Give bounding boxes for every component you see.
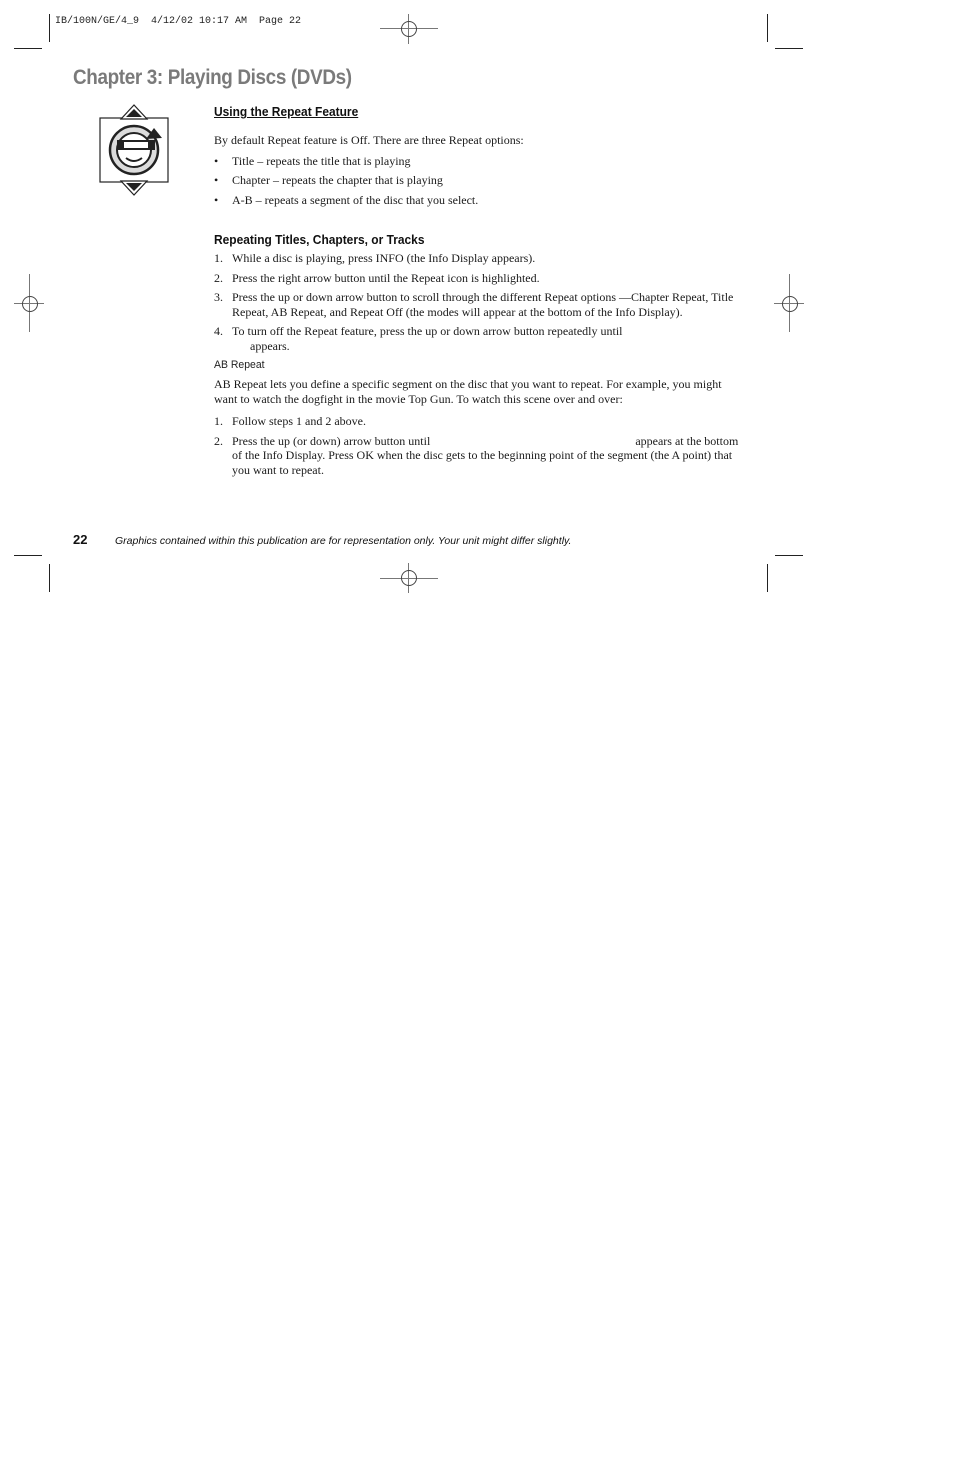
step-text: To turn off the Repeat feature, press the up or down arrow button repeatedly until [232,324,623,338]
subheading-ab-repeat: AB Repeat [214,359,265,371]
crop-mark [49,14,50,42]
step-number: 1. [214,251,223,265]
section-heading-using-repeat: Using the Repeat Feature [214,104,359,119]
step-number: 4. [214,324,223,338]
step-number: 2. [214,270,223,285]
step-text: Press the right arrow button until the Repeat icon is highlighted. [232,270,540,285]
list-item: • Title – repeats the title that is playing [214,154,739,169]
ab-repeat-steps-list [214,414,739,477]
crop-mark [14,48,42,49]
repeat-steps-list [214,251,739,353]
step-text: Press the up (or down) arrow button until [232,433,431,448]
step-text: Follow steps 1 and 2 above. [232,414,366,428]
list-item: • A-B – repeats a segment of the disc that you select. [214,193,739,208]
list-item [214,251,739,266]
paragraph: By default Repeat feature is Off. There are three Repeat options: [214,133,524,147]
crop-mark [767,14,768,42]
crop-mark [767,564,768,592]
chapter-title: Chapter 3: Playing Discs (DVDs) [73,66,352,89]
paragraph: AB Repeat lets you define a specific segment on the disc that you want to repeat. For example, you might want to watch the dogfight in the movie Top Gun. To watch this scene over and over: [214,377,722,406]
crop-mark [49,564,50,592]
step-text: appears at the [635,433,702,448]
footer-disclaimer: Graphics contained within this publication are for representation only. Your unit might differ slightly. [115,535,572,547]
step-text: While a disc is playing, press INFO (the Info Display appears). [232,251,536,265]
list-item: • Chapter – repeats the chapter that is playing [214,173,739,188]
list-item [214,290,739,319]
crop-mark [775,555,803,556]
step-text: bottom of the Info Display. Press OK when the disc gets to the beginning point of the segment (the A point) that you want to repeat. [232,433,739,477]
list-item [214,414,739,429]
list-item [214,271,739,286]
repeat-icon [96,104,172,196]
repeat-options-list [214,154,739,208]
printer-slug: IB/100N/GE/4_9 4/12/02 10:17 AM Page 22 [55,16,302,27]
page-number: 22 [73,532,88,547]
content-column [214,104,739,477]
step-text: appears. [250,338,290,353]
section-heading-repeating-titles: Repeating Titles, Chapters, or Tracks [214,232,425,247]
step-number: 1. [214,414,223,428]
step-number: 3. [214,290,223,304]
step-text: Press the up or down arrow button to scroll through the different Repeat options —Chapter Repeat, Title Repeat, AB Repeat, and Repeat Off (the modes will appear at the bottom of the Info Display). [232,290,734,319]
step-number: 2. [214,433,223,448]
list-item [214,324,739,353]
crop-mark [775,48,803,49]
crop-mark [14,555,42,556]
list-item [214,434,739,478]
